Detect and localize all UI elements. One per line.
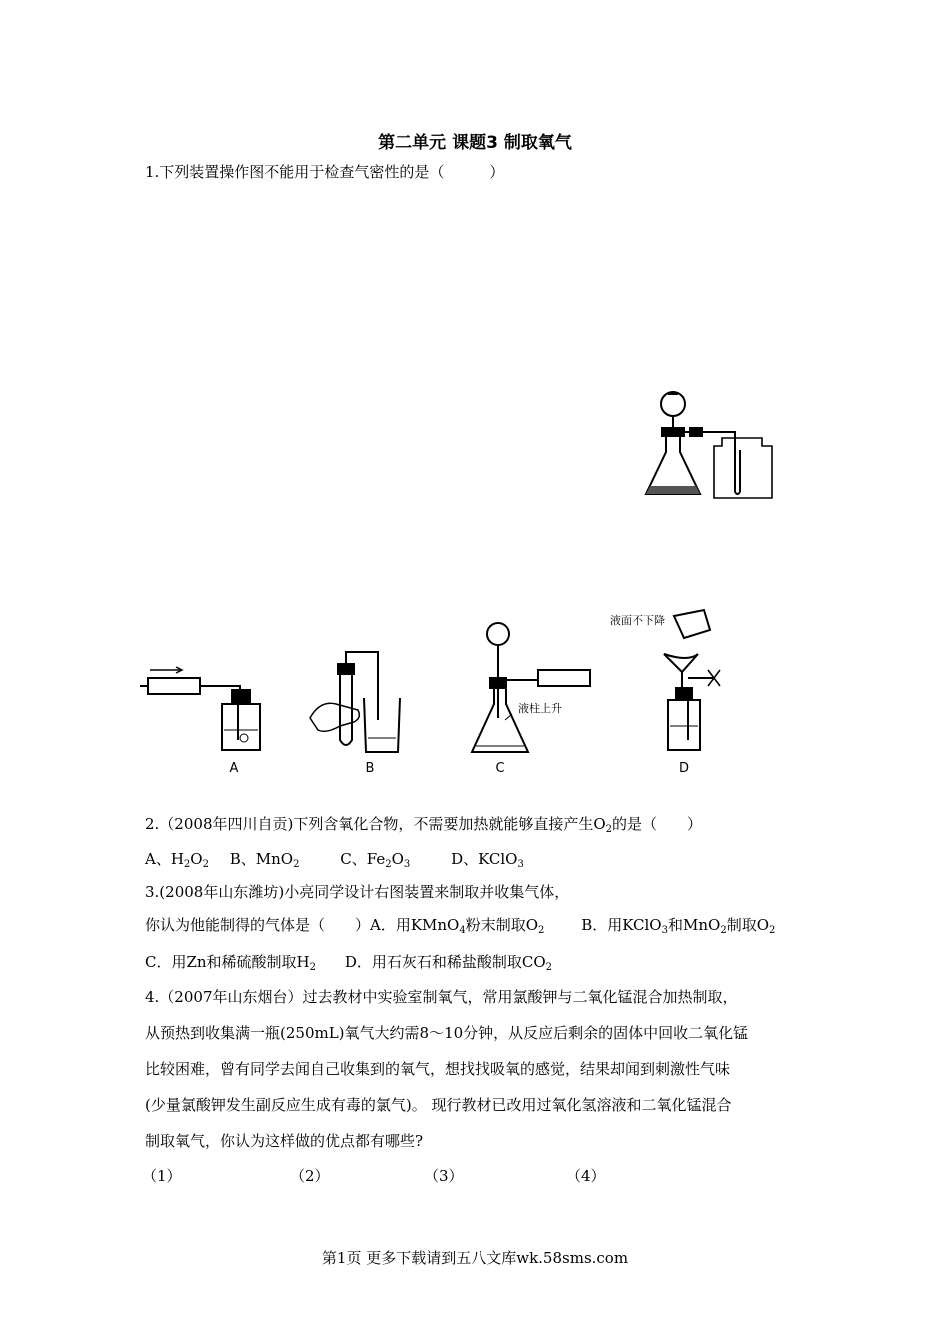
answer-3: （3）	[424, 1167, 464, 1185]
annotation-d: 液面不下降	[610, 614, 665, 627]
figure-a	[140, 667, 260, 750]
answer-1: （1）	[142, 1167, 182, 1185]
label-c: C	[495, 761, 505, 776]
option-a: A、$H_2O_2$	[145, 850, 209, 870]
q1-figures	[140, 600, 740, 785]
annotation-c: 液柱上升	[518, 702, 562, 715]
question-4-line1: 4.（2007年山东烟台）过去教材中实验室制氧气，常用氯酸钾与二氧化锰混合加热制取，	[145, 988, 738, 1006]
question-4-line2: 从预热到收集满一瓶(250mL)氧气大约需8～10分钟，从反应后剩余的固体中回收二氧化锰	[145, 1024, 749, 1042]
q3-apparatus-figure	[640, 390, 780, 505]
label-d: D	[678, 761, 690, 776]
figure-d	[664, 610, 720, 750]
option-b: B、MnO$_2$	[229, 850, 300, 870]
option-d: D、KClO$_3$	[451, 850, 524, 870]
question-4-line4: (少量氯酸钾发生副反应生成有毒的氯气)。 现行教材已改用过氧化氢溶液和二氧化锰混合	[145, 1096, 732, 1114]
option-c: C、$Fe_2O_3$	[340, 850, 411, 870]
page-title: 第二单元 课题3 制取氧气	[378, 133, 572, 153]
question-4-line3: 比较困难，曾有同学去闻自己收集到的氧气，想找找吸氧的感觉，结果却闻到刺激性气味	[145, 1060, 731, 1078]
question-3-line1: 3.(2008年山东潍坊)小亮同学设计右图装置来制取并收集气体，	[145, 883, 570, 901]
question-1: 1.下列装置操作图不能用于检查气密性的是（ ）	[145, 163, 505, 181]
question-2: 2.（2008年四川自贡)下列含氧化合物，不需要加热就能够直接产生$O_2$的是（ ）	[145, 815, 703, 835]
figure-c	[472, 623, 590, 752]
label-a: A	[229, 761, 239, 776]
question-4-line5: 制取氧气，你认为这样做的优点都有哪些?	[145, 1132, 424, 1150]
question-2-options	[145, 849, 524, 869]
question-3-line2: 你认为他能制得的气体是（ ）A．用KMnO$_4$粉末制取$O_2$ B．用KClO$_3$和MnO$_2$制取$O_2$	[145, 916, 776, 936]
page-footer: 第1页 更多下载请到五八文库wk.58sms.com	[321, 1249, 629, 1267]
question-3-line3: C．用Zn和稀硫酸制取$H_2$ D．用石灰石和稀盐酸制取$CO_2$	[145, 953, 552, 973]
label-b: B	[365, 761, 375, 776]
answer-2: （2）	[290, 1167, 330, 1185]
figure-b	[310, 652, 400, 752]
answer-4: （4）	[566, 1167, 606, 1185]
